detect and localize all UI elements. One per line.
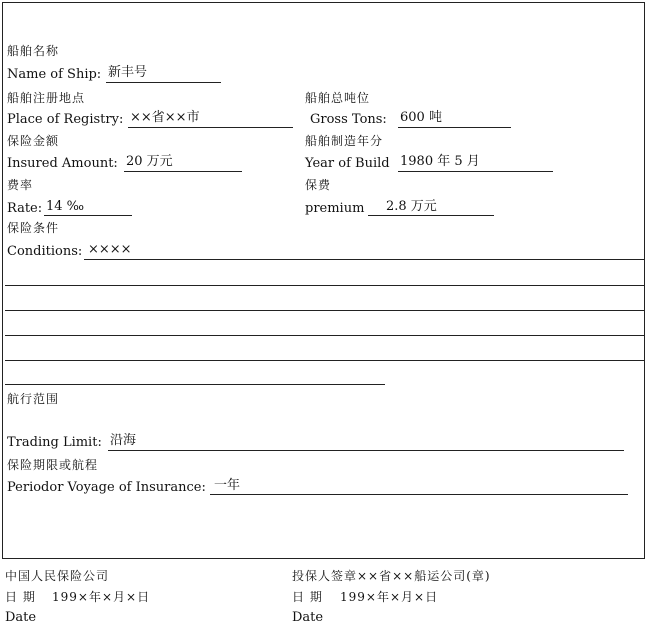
period-value[interactable]: 一年 <box>214 478 241 493</box>
insured-amount-underline <box>124 171 242 172</box>
ship-name-label-en: Name of Ship: <box>7 67 102 82</box>
premium-label-zh: 保费 <box>305 178 332 192</box>
registry-label-en: Place of Registry: <box>7 112 124 127</box>
gross-tons-underline <box>398 127 511 128</box>
conditions-label-en: Conditions: <box>7 244 83 259</box>
period-label-zh: 保险期限或航程 <box>7 458 99 472</box>
conditions-line-1 <box>84 259 644 260</box>
gross-tons-value[interactable]: 600 吨 <box>400 110 442 125</box>
insurer-date-value: 199×年×月×日 <box>52 590 151 604</box>
year-built-label-en: Year of Build <box>305 156 390 171</box>
rate-underline <box>44 215 132 216</box>
year-built-label-zh: 船舶制造年分 <box>305 134 384 148</box>
trading-limit-value[interactable]: 沿海 <box>110 433 137 448</box>
trading-limit-label-zh: 航行范围 <box>7 392 60 406</box>
conditions-value[interactable]: ×××× <box>88 242 132 257</box>
applicant-date-value: 199×年×月×日 <box>340 590 439 604</box>
insured-amount-label-en: Insured Amount: <box>7 156 118 171</box>
rate-value[interactable]: 14 ‰ <box>46 199 85 214</box>
insurer-name: 中国人民保险公司 <box>5 569 110 583</box>
gross-tons-label-zh: 船舶总吨位 <box>305 91 371 105</box>
conditions-label-zh: 保险条件 <box>7 221 60 235</box>
applicant-date-label-en: Date <box>292 610 324 625</box>
period-label-en: Periodor Voyage of Insurance: <box>7 480 206 495</box>
registry-value[interactable]: ××省××市 <box>130 110 200 125</box>
conditions-line-5 <box>5 360 644 361</box>
insurer-date-label-zh: 日 期 <box>5 590 36 604</box>
registry-underline <box>128 127 293 128</box>
premium-underline <box>368 215 494 216</box>
applicant-signature: 投保人签章××省××船运公司(章) <box>292 569 491 583</box>
trading-limit-underline <box>108 450 624 451</box>
rate-label-zh: 费率 <box>7 178 34 192</box>
form-frame <box>2 2 645 559</box>
rate-label-en: Rate: <box>7 201 43 216</box>
ship-name-value[interactable]: 新丰号 <box>108 65 148 80</box>
period-underline <box>210 494 628 495</box>
year-built-value[interactable]: 1980 年 5 月 <box>400 154 480 169</box>
conditions-line-4 <box>5 335 644 336</box>
premium-value[interactable]: 2.8 万元 <box>386 199 437 214</box>
registry-label-zh: 船舶注册地点 <box>7 91 86 105</box>
conditions-line-3 <box>5 310 644 311</box>
ship-name-label-zh: 船舶名称 <box>7 44 60 58</box>
insured-amount-value[interactable]: 20 万元 <box>126 154 173 169</box>
applicant-date-label-zh: 日 期 <box>292 590 323 604</box>
insured-amount-label-zh: 保险金额 <box>7 134 60 148</box>
conditions-line-6 <box>5 384 385 385</box>
gross-tons-label-en: Gross Tons: <box>310 112 387 127</box>
insurer-date-label-en: Date <box>5 610 37 625</box>
ship-name-underline <box>106 82 221 83</box>
conditions-line-2 <box>5 285 644 286</box>
premium-label-en: premium <box>305 201 365 216</box>
trading-limit-label-en: Trading Limit: <box>7 435 102 450</box>
year-built-underline <box>398 171 553 172</box>
